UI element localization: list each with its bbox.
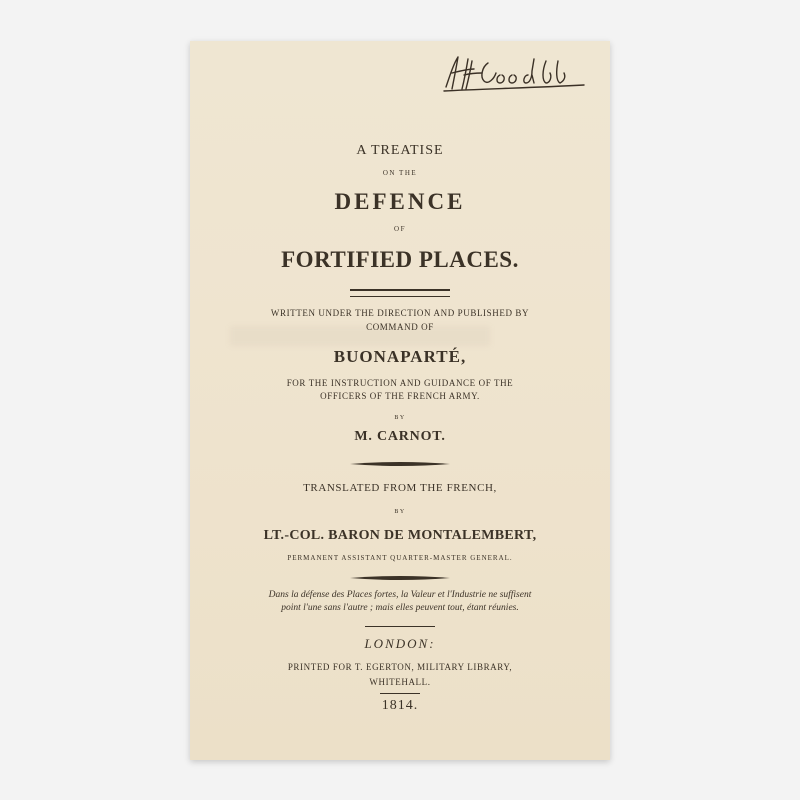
imprint-printer: PRINTED FOR T. EGERTON, MILITARY LIBRARY, [287, 662, 513, 672]
title-line-treatise: A TREATISE [356, 143, 444, 158]
translated-line: TRANSLATED FROM THE FRENCH, [303, 482, 497, 494]
epigraph-line-2: point l'une sans l'autre ; mais elles peuvent tout, étant réunies. [281, 603, 519, 613]
title-line-of: OF [394, 225, 406, 233]
title-line-fortified-places: FORTIFIED PLACES. [281, 247, 519, 272]
imprint-location: WHITEHALL. [369, 677, 431, 687]
author-name: M. CARNOT. [354, 429, 446, 444]
title-page [190, 41, 610, 760]
by-author-label: BY [394, 415, 406, 421]
translator-name: LT.-COL. BARON DE MONTALEMBERT, [263, 528, 537, 543]
short-rule-divider [365, 626, 435, 627]
short-rule-divider-2 [380, 693, 420, 694]
ornamental-rule-divider [350, 459, 450, 469]
subtitle-buonaparte: BUONAPARTÉ, [333, 347, 467, 366]
imprint-city: LONDON: [364, 636, 436, 651]
title-line-on-the: ON THE [382, 169, 418, 177]
subtitle-line-for: FOR THE INSTRUCTION AND GUIDANCE OF THE [286, 378, 514, 388]
publication-year: 1814. [381, 698, 419, 713]
subtitle-line-written: WRITTEN UNDER THE DIRECTION AND PUBLISHED BY [270, 308, 530, 318]
ornamental-rule-divider-2 [350, 573, 450, 583]
handwritten-signature [438, 51, 588, 95]
epigraph-line-1: Dans la défense des Places fortes, la Valeur et l'Industrie ne suffisent [268, 590, 532, 600]
translator-title: PERMANENT ASSISTANT QUARTER-MASTER GENERAL. [287, 554, 513, 562]
double-rule-divider [350, 289, 450, 297]
title-line-defence: DEFENCE [334, 189, 466, 214]
subtitle-line-command: COMMAND OF [366, 322, 434, 332]
subtitle-line-officers: OFFICERS OF THE FRENCH ARMY. [320, 391, 480, 401]
by-translator-label: BY [394, 509, 406, 515]
